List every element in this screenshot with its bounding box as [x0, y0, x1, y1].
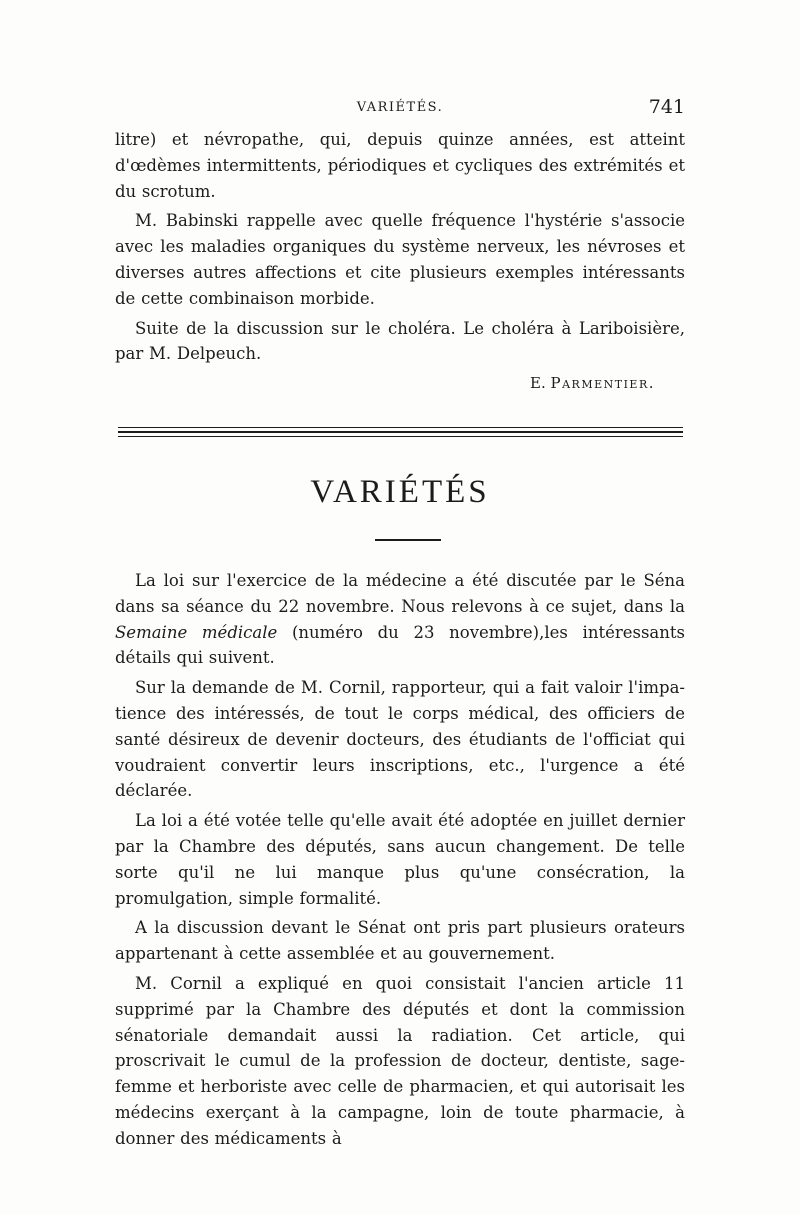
paragraph-text: (numéro du 23 novembre),les intéressants détails qui suivent. — [115, 622, 685, 668]
author-signature — [115, 371, 685, 395]
journal-title: Semaine médicale — [115, 622, 278, 642]
running-head — [115, 96, 685, 120]
title-underline-dash — [375, 539, 441, 541]
paragraph: M. Cornil a expliqué en quoi consistait l'ancien article 11 supprimé par la Chambre des députés et dont la commission sénatoriale demandait aussi la radiation. Cet article, qui proscrivait le cumul de la profession de docteur, dentiste, sage-femme et herboriste avec celle de pharmacien, et qui autorisait les médecins exerçant à la campagne, loin de toute pharmacie, à donner des médicaments à — [115, 973, 685, 1148]
paragraph: M. Babinski rappelle avec quelle fréquence l'hystérie s'associe avec les maladies organiques du système nerveux, les névroses et diverses autres affections et cite plusieurs exemples intéressants de cette combinaison morbide. — [115, 211, 685, 308]
section-divider-line — [118, 427, 683, 428]
paragraph: La loi a été votée telle qu'elle avait été adoptée en juillet dernier par la Chambre des députés, sans aucun changement. De telle sorte qu'il ne lui manque plus qu'une consécration, la promulgation, simple formalité. — [115, 811, 685, 908]
section-divider-line — [118, 436, 683, 437]
paragraph — [115, 568, 685, 671]
section-divider-line — [118, 431, 683, 433]
previous-section-text — [115, 127, 685, 395]
paragraph: Suite de la discussion sur le choléra. Le choléra à Lariboisière, par M. Delpeuch. — [115, 318, 685, 364]
varietes-section-text — [115, 568, 685, 1156]
section-title: VARIÉTÉS — [310, 474, 490, 510]
signature-name: Parmentier. — [550, 374, 655, 393]
paragraph-text: La loi sur l'exercice de la médecine a été discutée par le Séna dans sa séance du 22 novembre. Nous relevons à ce sujet, dans la — [115, 571, 685, 616]
paragraph: Sur la demande de M. Cornil, rapporteur, qui a fait valoir l'impatience des intéressés, de tout le corps médical, des officiers de santé désireux de devenir docteurs, des étudiants de l'officiat qui voudraient convertir leurs inscriptions, etc., l'urgence a été déclarée. — [115, 678, 685, 801]
running-title: VARIÉTÉS. — [356, 100, 444, 115]
signature-initial: E. — [530, 374, 546, 393]
paragraph: A la discussion devant le Sénat ont pris part plusieurs orateurs appartenant à cette assemblée et au gouvernement. — [115, 918, 685, 964]
page-number: 741 — [648, 96, 685, 118]
continued-paragraph: litre) et névropathe, qui, depuis quinze années, est atteint d'œdèmes intermittents, périodiques et cycliques des extrémités et du scrotum. — [115, 130, 685, 201]
